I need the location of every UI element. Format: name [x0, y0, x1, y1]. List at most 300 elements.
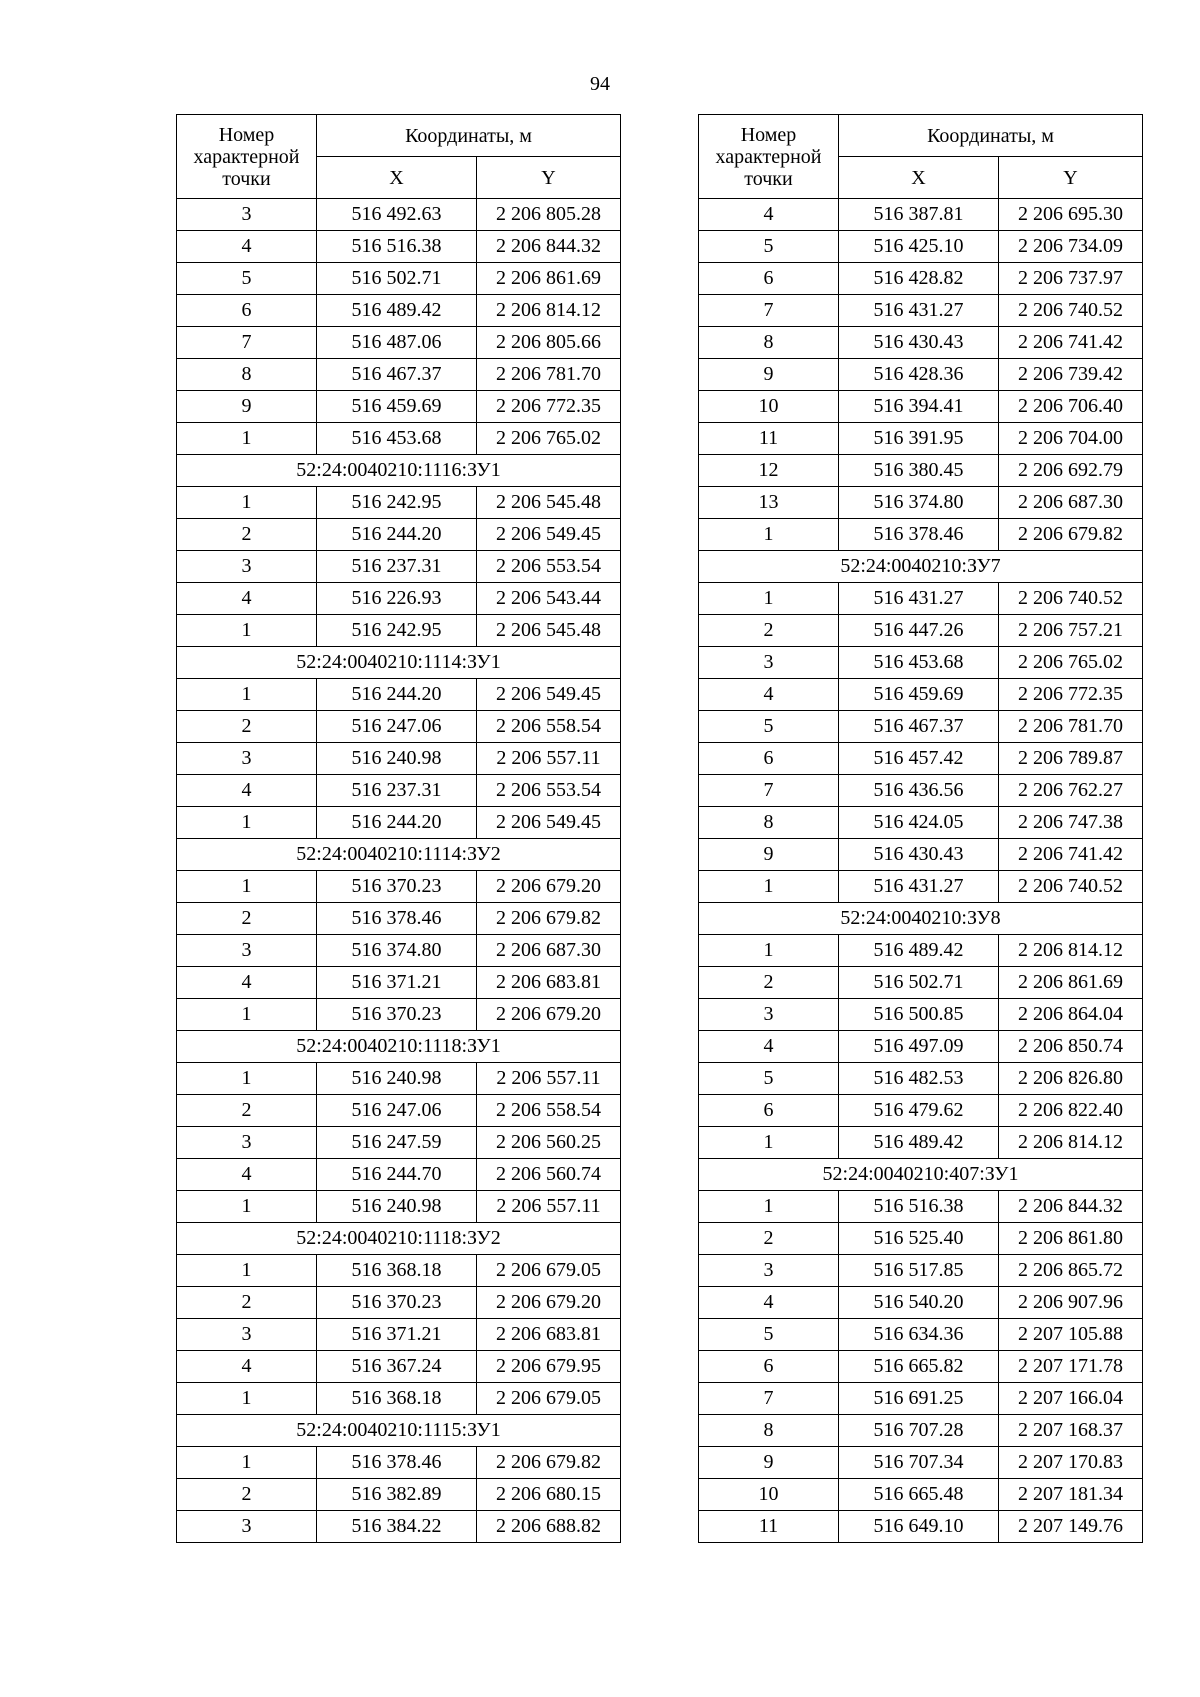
x-coordinate-cell: 516 382.89	[317, 1479, 477, 1511]
point-number-cell: 1	[699, 1127, 839, 1159]
header-x: X	[839, 157, 999, 199]
x-coordinate-cell: 516 370.23	[317, 1287, 477, 1319]
y-coordinate-cell: 2 206 757.21	[999, 615, 1143, 647]
point-number-cell: 5	[699, 1319, 839, 1351]
y-coordinate-cell: 2 206 557.11	[477, 1063, 621, 1095]
parcel-cadastral-number: 52:24:0040210:ЗУ8	[699, 903, 1143, 935]
point-number-cell: 3	[177, 743, 317, 775]
y-coordinate-cell: 2 206 553.54	[477, 775, 621, 807]
point-number-cell: 8	[699, 1415, 839, 1447]
y-coordinate-cell: 2 206 861.69	[999, 967, 1143, 999]
point-number-cell: 4	[699, 1031, 839, 1063]
point-number-cell: 1	[177, 1063, 317, 1095]
table-row	[177, 679, 621, 711]
y-coordinate-cell: 2 206 814.12	[477, 295, 621, 327]
x-coordinate-cell: 516 459.69	[317, 391, 477, 423]
point-number-cell: 2	[699, 1223, 839, 1255]
coordinates-table-left	[176, 114, 621, 1543]
point-number-cell: 9	[177, 391, 317, 423]
x-coordinate-cell: 516 540.20	[839, 1287, 999, 1319]
point-number-cell: 1	[177, 487, 317, 519]
point-number-cell: 5	[699, 231, 839, 263]
table-row	[177, 1095, 621, 1127]
y-coordinate-cell: 2 206 781.70	[477, 359, 621, 391]
y-coordinate-cell: 2 206 861.69	[477, 263, 621, 295]
y-coordinate-cell: 2 206 679.82	[999, 519, 1143, 551]
y-coordinate-cell: 2 207 149.76	[999, 1511, 1143, 1543]
point-number-cell: 11	[699, 1511, 839, 1543]
y-coordinate-cell: 2 206 687.30	[477, 935, 621, 967]
table-row	[177, 903, 621, 935]
point-number-cell: 4	[177, 1159, 317, 1191]
table-row	[177, 1287, 621, 1319]
point-number-cell: 1	[177, 999, 317, 1031]
point-number-cell: 11	[699, 423, 839, 455]
parcel-cadastral-number: 52:24:0040210:1114:ЗУ1	[177, 647, 621, 679]
point-number-cell: 3	[699, 647, 839, 679]
point-number-cell: 2	[177, 1095, 317, 1127]
point-number-cell: 3	[699, 1255, 839, 1287]
page-number: 94	[590, 73, 610, 95]
x-coordinate-cell: 516 247.59	[317, 1127, 477, 1159]
table-row	[177, 743, 621, 775]
x-coordinate-cell: 516 453.68	[839, 647, 999, 679]
y-coordinate-cell: 2 206 543.44	[477, 583, 621, 615]
y-coordinate-cell: 2 207 170.83	[999, 1447, 1143, 1479]
table-row	[177, 263, 621, 295]
table-row	[699, 295, 1143, 327]
point-number-cell: 1	[177, 1255, 317, 1287]
point-number-cell: 12	[699, 455, 839, 487]
table-row	[699, 423, 1143, 455]
table-row	[177, 871, 621, 903]
x-coordinate-cell: 516 497.09	[839, 1031, 999, 1063]
point-number-cell: 1	[177, 679, 317, 711]
x-coordinate-cell: 516 367.24	[317, 1351, 477, 1383]
y-coordinate-cell: 2 206 695.30	[999, 199, 1143, 231]
x-coordinate-cell: 516 431.27	[839, 295, 999, 327]
table-row	[699, 1287, 1143, 1319]
table-row	[177, 1351, 621, 1383]
table-row	[177, 391, 621, 423]
x-coordinate-cell: 516 242.95	[317, 615, 477, 647]
y-coordinate-cell: 2 206 679.05	[477, 1255, 621, 1287]
y-coordinate-cell: 2 206 679.20	[477, 1287, 621, 1319]
table-row	[177, 295, 621, 327]
x-coordinate-cell: 516 247.06	[317, 711, 477, 743]
header-x: X	[317, 157, 477, 199]
point-number-cell: 1	[177, 615, 317, 647]
y-coordinate-cell: 2 206 679.05	[477, 1383, 621, 1415]
x-coordinate-cell: 516 489.42	[839, 1127, 999, 1159]
y-coordinate-cell: 2 206 822.40	[999, 1095, 1143, 1127]
x-coordinate-cell: 516 431.27	[839, 583, 999, 615]
table-row	[699, 1063, 1143, 1095]
table-row	[177, 583, 621, 615]
y-coordinate-cell: 2 206 679.82	[477, 903, 621, 935]
point-number-cell: 6	[699, 263, 839, 295]
table-row	[699, 1191, 1143, 1223]
section-header-row	[177, 1031, 621, 1063]
point-number-cell: 6	[177, 295, 317, 327]
x-coordinate-cell: 516 240.98	[317, 743, 477, 775]
table-row	[699, 647, 1143, 679]
point-number-cell: 7	[699, 775, 839, 807]
y-coordinate-cell: 2 206 549.45	[477, 679, 621, 711]
x-coordinate-cell: 516 244.70	[317, 1159, 477, 1191]
point-number-cell: 9	[699, 359, 839, 391]
point-number-cell: 4	[699, 199, 839, 231]
x-coordinate-cell: 516 634.36	[839, 1319, 999, 1351]
point-number-cell: 10	[699, 391, 839, 423]
point-number-cell: 13	[699, 487, 839, 519]
section-header-row	[699, 1159, 1143, 1191]
point-number-cell: 1	[699, 519, 839, 551]
parcel-cadastral-number: 52:24:0040210:1118:ЗУ2	[177, 1223, 621, 1255]
point-number-cell: 2	[699, 967, 839, 999]
y-coordinate-cell: 2 206 844.32	[999, 1191, 1143, 1223]
y-coordinate-cell: 2 206 762.27	[999, 775, 1143, 807]
y-coordinate-cell: 2 206 741.42	[999, 327, 1143, 359]
x-coordinate-cell: 516 240.98	[317, 1191, 477, 1223]
x-coordinate-cell: 516 453.68	[317, 423, 477, 455]
point-number-cell: 4	[177, 583, 317, 615]
x-coordinate-cell: 516 525.40	[839, 1223, 999, 1255]
point-number-cell: 1	[699, 1191, 839, 1223]
x-coordinate-cell: 516 516.38	[317, 231, 477, 263]
table-row	[177, 1447, 621, 1479]
y-coordinate-cell: 2 206 739.42	[999, 359, 1143, 391]
point-number-cell: 2	[177, 903, 317, 935]
point-number-cell: 3	[177, 1511, 317, 1543]
point-number-cell: 9	[699, 839, 839, 871]
table-row	[699, 1223, 1143, 1255]
table-row	[699, 1095, 1143, 1127]
table-row	[699, 967, 1143, 999]
table-row	[177, 615, 621, 647]
point-number-cell: 2	[177, 711, 317, 743]
x-coordinate-cell: 516 482.53	[839, 1063, 999, 1095]
y-coordinate-cell: 2 206 683.81	[477, 967, 621, 999]
point-number-cell: 4	[177, 231, 317, 263]
point-number-cell: 4	[177, 775, 317, 807]
x-coordinate-cell: 516 244.20	[317, 679, 477, 711]
y-coordinate-cell: 2 207 168.37	[999, 1415, 1143, 1447]
x-coordinate-cell: 516 489.42	[317, 295, 477, 327]
y-coordinate-cell: 2 206 740.52	[999, 583, 1143, 615]
table-row	[177, 231, 621, 263]
y-coordinate-cell: 2 206 814.12	[999, 935, 1143, 967]
x-coordinate-cell: 516 428.82	[839, 263, 999, 295]
x-coordinate-cell: 516 394.41	[839, 391, 999, 423]
x-coordinate-cell: 516 370.23	[317, 999, 477, 1031]
x-coordinate-cell: 516 428.36	[839, 359, 999, 391]
point-number-cell: 9	[699, 1447, 839, 1479]
table-row	[177, 1479, 621, 1511]
point-number-cell: 1	[177, 423, 317, 455]
y-coordinate-cell: 2 206 549.45	[477, 519, 621, 551]
y-coordinate-cell: 2 206 740.52	[999, 871, 1143, 903]
y-coordinate-cell: 2 206 549.45	[477, 807, 621, 839]
y-coordinate-cell: 2 206 557.11	[477, 1191, 621, 1223]
x-coordinate-cell: 516 500.85	[839, 999, 999, 1031]
point-number-cell: 1	[699, 583, 839, 615]
table-row	[699, 487, 1143, 519]
point-number-cell: 7	[177, 327, 317, 359]
table-row	[699, 1351, 1143, 1383]
table-row	[699, 455, 1143, 487]
table-body-right	[699, 199, 1143, 1543]
table-row	[699, 679, 1143, 711]
y-coordinate-cell: 2 206 692.79	[999, 455, 1143, 487]
y-coordinate-cell: 2 206 907.96	[999, 1287, 1143, 1319]
y-coordinate-cell: 2 206 789.87	[999, 743, 1143, 775]
table-row	[699, 711, 1143, 743]
y-coordinate-cell: 2 206 772.35	[477, 391, 621, 423]
y-coordinate-cell: 2 206 679.20	[477, 871, 621, 903]
x-coordinate-cell: 516 378.46	[839, 519, 999, 551]
parcel-cadastral-number: 52:24:0040210:1114:ЗУ2	[177, 839, 621, 871]
point-number-cell: 1	[177, 1191, 317, 1223]
table-row	[177, 1159, 621, 1191]
point-number-cell: 3	[177, 199, 317, 231]
y-coordinate-cell: 2 207 166.04	[999, 1383, 1143, 1415]
x-coordinate-cell: 516 378.46	[317, 903, 477, 935]
x-coordinate-cell: 516 380.45	[839, 455, 999, 487]
point-number-cell: 2	[699, 615, 839, 647]
table-row	[699, 1415, 1143, 1447]
section-header-row	[699, 903, 1143, 935]
table-row	[177, 1063, 621, 1095]
y-coordinate-cell: 2 206 560.25	[477, 1127, 621, 1159]
x-coordinate-cell: 516 489.42	[839, 935, 999, 967]
point-number-cell: 4	[699, 679, 839, 711]
header-coordinates: Координаты, м	[317, 115, 621, 157]
table-row	[177, 967, 621, 999]
x-coordinate-cell: 516 487.06	[317, 327, 477, 359]
point-number-cell: 5	[699, 711, 839, 743]
x-coordinate-cell: 516 368.18	[317, 1383, 477, 1415]
table-row	[177, 935, 621, 967]
table-row	[699, 263, 1143, 295]
point-number-cell: 7	[699, 1383, 839, 1415]
point-number-cell: 4	[177, 967, 317, 999]
y-coordinate-cell: 2 206 679.20	[477, 999, 621, 1031]
point-number-cell: 1	[177, 807, 317, 839]
y-coordinate-cell: 2 206 683.81	[477, 1319, 621, 1351]
x-coordinate-cell: 516 226.93	[317, 583, 477, 615]
y-coordinate-cell: 2 206 741.42	[999, 839, 1143, 871]
point-number-cell: 1	[699, 871, 839, 903]
table-row	[177, 775, 621, 807]
point-number-cell: 3	[177, 1319, 317, 1351]
x-coordinate-cell: 516 492.63	[317, 199, 477, 231]
table-row	[177, 199, 621, 231]
y-coordinate-cell: 2 206 560.74	[477, 1159, 621, 1191]
point-number-cell: 3	[177, 1127, 317, 1159]
table-row	[177, 519, 621, 551]
point-number-cell: 4	[177, 1351, 317, 1383]
x-coordinate-cell: 516 649.10	[839, 1511, 999, 1543]
point-number-cell: 8	[177, 359, 317, 391]
y-coordinate-cell: 2 206 558.54	[477, 1095, 621, 1127]
y-coordinate-cell: 2 206 865.72	[999, 1255, 1143, 1287]
x-coordinate-cell: 516 384.22	[317, 1511, 477, 1543]
x-coordinate-cell: 516 467.37	[839, 711, 999, 743]
point-number-cell: 1	[177, 1447, 317, 1479]
x-coordinate-cell: 516 374.80	[317, 935, 477, 967]
y-coordinate-cell: 2 206 557.11	[477, 743, 621, 775]
header-y: Y	[477, 157, 621, 199]
section-header-row	[177, 647, 621, 679]
x-coordinate-cell: 516 516.38	[839, 1191, 999, 1223]
table-row	[177, 1127, 621, 1159]
table-row	[699, 807, 1143, 839]
point-number-cell: 2	[177, 1287, 317, 1319]
point-number-cell: 10	[699, 1479, 839, 1511]
x-coordinate-cell: 516 425.10	[839, 231, 999, 263]
point-number-cell: 8	[699, 327, 839, 359]
x-coordinate-cell: 516 467.37	[317, 359, 477, 391]
parcel-cadastral-number: 52:24:0040210:1118:ЗУ1	[177, 1031, 621, 1063]
x-coordinate-cell: 516 457.42	[839, 743, 999, 775]
y-coordinate-cell: 2 207 105.88	[999, 1319, 1143, 1351]
x-coordinate-cell: 516 378.46	[317, 1447, 477, 1479]
table-row	[699, 999, 1143, 1031]
y-coordinate-cell: 2 206 545.48	[477, 615, 621, 647]
x-coordinate-cell: 516 665.82	[839, 1351, 999, 1383]
x-coordinate-cell: 516 691.25	[839, 1383, 999, 1415]
x-coordinate-cell: 516 502.71	[317, 263, 477, 295]
x-coordinate-cell: 516 430.43	[839, 327, 999, 359]
table-row	[699, 327, 1143, 359]
x-coordinate-cell: 516 517.85	[839, 1255, 999, 1287]
y-coordinate-cell: 2 206 558.54	[477, 711, 621, 743]
y-coordinate-cell: 2 206 826.80	[999, 1063, 1143, 1095]
table-row	[177, 1511, 621, 1543]
y-coordinate-cell: 2 206 737.97	[999, 263, 1143, 295]
point-number-cell: 3	[177, 551, 317, 583]
y-coordinate-cell: 2 206 805.28	[477, 199, 621, 231]
y-coordinate-cell: 2 206 747.38	[999, 807, 1143, 839]
point-number-cell: 2	[177, 519, 317, 551]
x-coordinate-cell: 516 707.34	[839, 1447, 999, 1479]
y-coordinate-cell: 2 206 734.09	[999, 231, 1143, 263]
y-coordinate-cell: 2 206 814.12	[999, 1127, 1143, 1159]
x-coordinate-cell: 516 391.95	[839, 423, 999, 455]
x-coordinate-cell: 516 707.28	[839, 1415, 999, 1447]
y-coordinate-cell: 2 206 706.40	[999, 391, 1143, 423]
table-row	[699, 391, 1143, 423]
table-row	[699, 1447, 1143, 1479]
y-coordinate-cell: 2 207 181.34	[999, 1479, 1143, 1511]
y-coordinate-cell: 2 206 864.04	[999, 999, 1143, 1031]
x-coordinate-cell: 516 371.21	[317, 1319, 477, 1351]
y-coordinate-cell: 2 206 680.15	[477, 1479, 621, 1511]
table-row	[177, 999, 621, 1031]
section-header-row	[177, 839, 621, 871]
table-row	[699, 1127, 1143, 1159]
table-row	[699, 519, 1143, 551]
point-number-cell: 4	[699, 1287, 839, 1319]
y-coordinate-cell: 2 206 740.52	[999, 295, 1143, 327]
x-coordinate-cell: 516 247.06	[317, 1095, 477, 1127]
x-coordinate-cell: 516 242.95	[317, 487, 477, 519]
table-row	[699, 775, 1143, 807]
table-row	[699, 583, 1143, 615]
point-number-cell: 6	[699, 1351, 839, 1383]
y-coordinate-cell: 2 206 805.66	[477, 327, 621, 359]
table-row	[699, 615, 1143, 647]
table-row	[699, 871, 1143, 903]
section-header-row	[699, 551, 1143, 583]
table-row	[699, 935, 1143, 967]
x-coordinate-cell: 516 479.62	[839, 1095, 999, 1127]
y-coordinate-cell: 2 206 688.82	[477, 1511, 621, 1543]
x-coordinate-cell: 516 436.56	[839, 775, 999, 807]
table-row	[699, 1031, 1143, 1063]
section-header-row	[177, 1415, 621, 1447]
table-row	[699, 1383, 1143, 1415]
table-body-left	[177, 199, 621, 1543]
x-coordinate-cell: 516 240.98	[317, 1063, 477, 1095]
table-row	[177, 327, 621, 359]
coordinates-table-right	[698, 114, 1143, 1543]
x-coordinate-cell: 516 459.69	[839, 679, 999, 711]
table-row	[177, 551, 621, 583]
x-coordinate-cell: 516 368.18	[317, 1255, 477, 1287]
table-row	[699, 1319, 1143, 1351]
x-coordinate-cell: 516 237.31	[317, 775, 477, 807]
point-number-cell: 1	[177, 871, 317, 903]
header-point-number: Номер характерной точки	[699, 115, 839, 199]
point-number-cell: 5	[699, 1063, 839, 1095]
x-coordinate-cell: 516 430.43	[839, 839, 999, 871]
y-coordinate-cell: 2 206 781.70	[999, 711, 1143, 743]
point-number-cell: 3	[177, 935, 317, 967]
table-row	[177, 711, 621, 743]
section-header-row	[177, 1223, 621, 1255]
y-coordinate-cell: 2 206 861.80	[999, 1223, 1143, 1255]
y-coordinate-cell: 2 206 553.54	[477, 551, 621, 583]
y-coordinate-cell: 2 206 687.30	[999, 487, 1143, 519]
y-coordinate-cell: 2 206 772.35	[999, 679, 1143, 711]
y-coordinate-cell: 2 206 545.48	[477, 487, 621, 519]
parcel-cadastral-number: 52:24:0040210:1115:ЗУ1	[177, 1415, 621, 1447]
table-row	[699, 199, 1143, 231]
table-row	[177, 423, 621, 455]
x-coordinate-cell: 516 244.20	[317, 519, 477, 551]
y-coordinate-cell: 2 207 171.78	[999, 1351, 1143, 1383]
table-row	[699, 231, 1143, 263]
table-row	[177, 807, 621, 839]
point-number-cell: 2	[177, 1479, 317, 1511]
y-coordinate-cell: 2 206 765.02	[999, 647, 1143, 679]
header-point-number: Номер характерной точки	[177, 115, 317, 199]
header-coordinates: Координаты, м	[839, 115, 1143, 157]
x-coordinate-cell: 516 370.23	[317, 871, 477, 903]
table-row	[177, 359, 621, 391]
y-coordinate-cell: 2 206 844.32	[477, 231, 621, 263]
x-coordinate-cell: 516 244.20	[317, 807, 477, 839]
section-header-row	[177, 455, 621, 487]
y-coordinate-cell: 2 206 704.00	[999, 423, 1143, 455]
y-coordinate-cell: 2 206 679.82	[477, 1447, 621, 1479]
point-number-cell: 1	[177, 1383, 317, 1415]
x-coordinate-cell: 516 424.05	[839, 807, 999, 839]
parcel-cadastral-number: 52:24:0040210:1116:ЗУ1	[177, 455, 621, 487]
x-coordinate-cell: 516 371.21	[317, 967, 477, 999]
